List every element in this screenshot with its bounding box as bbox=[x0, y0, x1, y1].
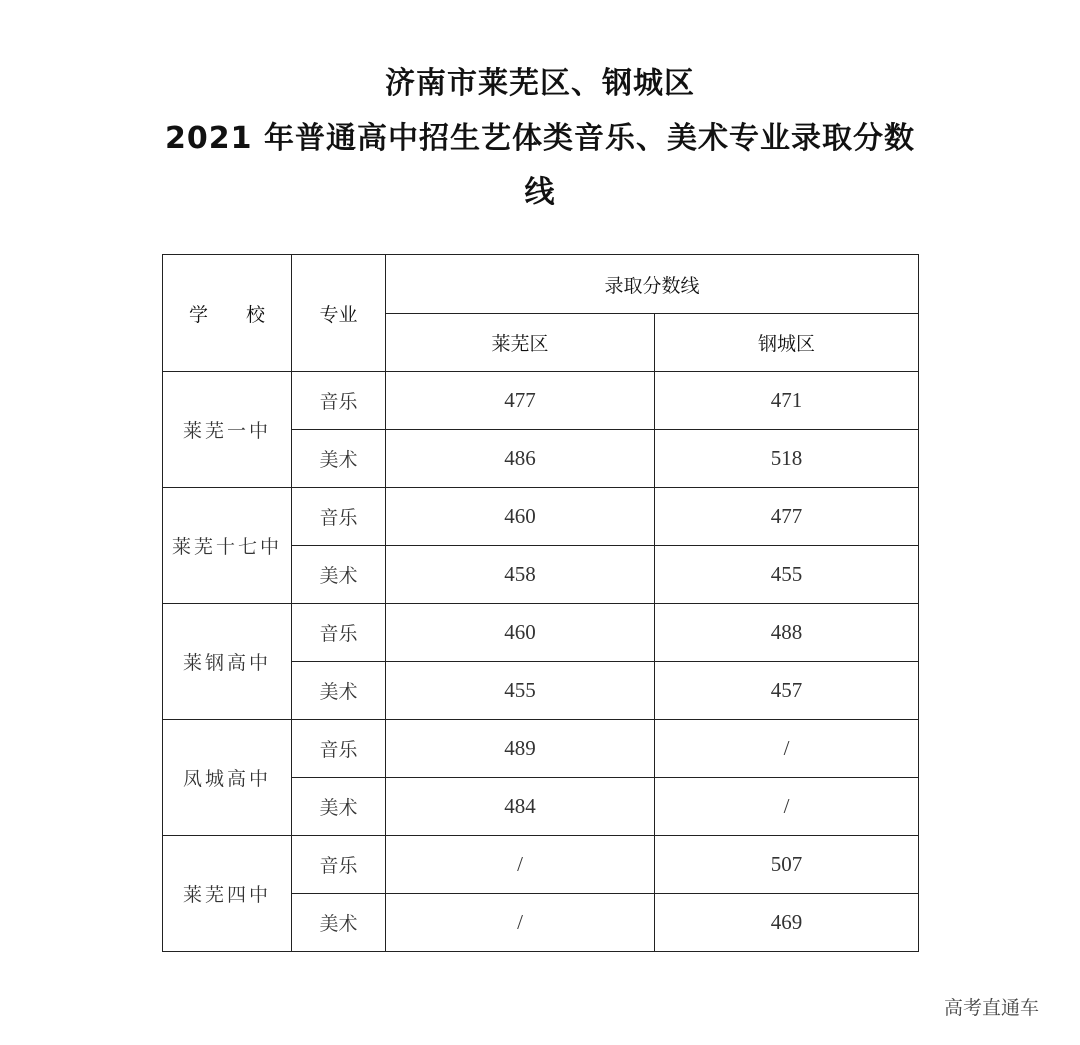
table-row bbox=[163, 720, 919, 778]
laiwu-score: 486 bbox=[386, 430, 655, 488]
header-gangcheng: 钢城区 bbox=[655, 314, 919, 372]
score-table bbox=[162, 254, 919, 952]
table-row bbox=[163, 372, 919, 430]
gangcheng-score: / bbox=[655, 778, 919, 836]
gangcheng-score: 507 bbox=[655, 836, 919, 894]
school-name: 莱芜十七中 bbox=[163, 488, 292, 604]
header-school: 学 校 bbox=[163, 255, 292, 372]
table-row bbox=[163, 836, 919, 894]
major-cell: 美术 bbox=[292, 430, 386, 488]
header-laiwu: 莱芜区 bbox=[386, 314, 655, 372]
gangcheng-score: 477 bbox=[655, 488, 919, 546]
major-cell: 美术 bbox=[292, 662, 386, 720]
major-cell: 美术 bbox=[292, 894, 386, 952]
header-score-line: 录取分数线 bbox=[386, 255, 919, 314]
laiwu-score: 458 bbox=[386, 546, 655, 604]
major-cell: 音乐 bbox=[292, 372, 386, 430]
gangcheng-score: 518 bbox=[655, 430, 919, 488]
document-title-line-1: 济南市莱芜区、钢城区 bbox=[385, 66, 695, 101]
school-name: 莱芜一中 bbox=[163, 372, 292, 488]
major-cell: 音乐 bbox=[292, 836, 386, 894]
watermark: 高考直通车 bbox=[944, 997, 1040, 1019]
school-name: 莱钢高中 bbox=[163, 604, 292, 720]
school-name: 凤城高中 bbox=[163, 720, 292, 836]
laiwu-score: 460 bbox=[386, 604, 655, 662]
laiwu-score: / bbox=[386, 836, 655, 894]
table-row bbox=[163, 604, 919, 662]
laiwu-score: 460 bbox=[386, 488, 655, 546]
document-title-line-3: 线 bbox=[524, 175, 556, 210]
header-major: 专业 bbox=[292, 255, 386, 372]
laiwu-score: / bbox=[386, 894, 655, 952]
table-row bbox=[163, 488, 919, 546]
gangcheng-score: 469 bbox=[655, 894, 919, 952]
major-cell: 音乐 bbox=[292, 488, 386, 546]
gangcheng-score: / bbox=[655, 720, 919, 778]
laiwu-score: 455 bbox=[386, 662, 655, 720]
gangcheng-score: 488 bbox=[655, 604, 919, 662]
major-cell: 音乐 bbox=[292, 604, 386, 662]
laiwu-score: 489 bbox=[386, 720, 655, 778]
major-cell: 音乐 bbox=[292, 720, 386, 778]
gangcheng-score: 457 bbox=[655, 662, 919, 720]
document-title-line-2: 2021 年普通高中招生艺体类音乐、美术专业录取分数 bbox=[165, 121, 915, 156]
laiwu-score: 477 bbox=[386, 372, 655, 430]
school-name: 莱芜四中 bbox=[163, 836, 292, 952]
gangcheng-score: 471 bbox=[655, 372, 919, 430]
major-cell: 美术 bbox=[292, 546, 386, 604]
laiwu-score: 484 bbox=[386, 778, 655, 836]
gangcheng-score: 455 bbox=[655, 546, 919, 604]
major-cell: 美术 bbox=[292, 778, 386, 836]
